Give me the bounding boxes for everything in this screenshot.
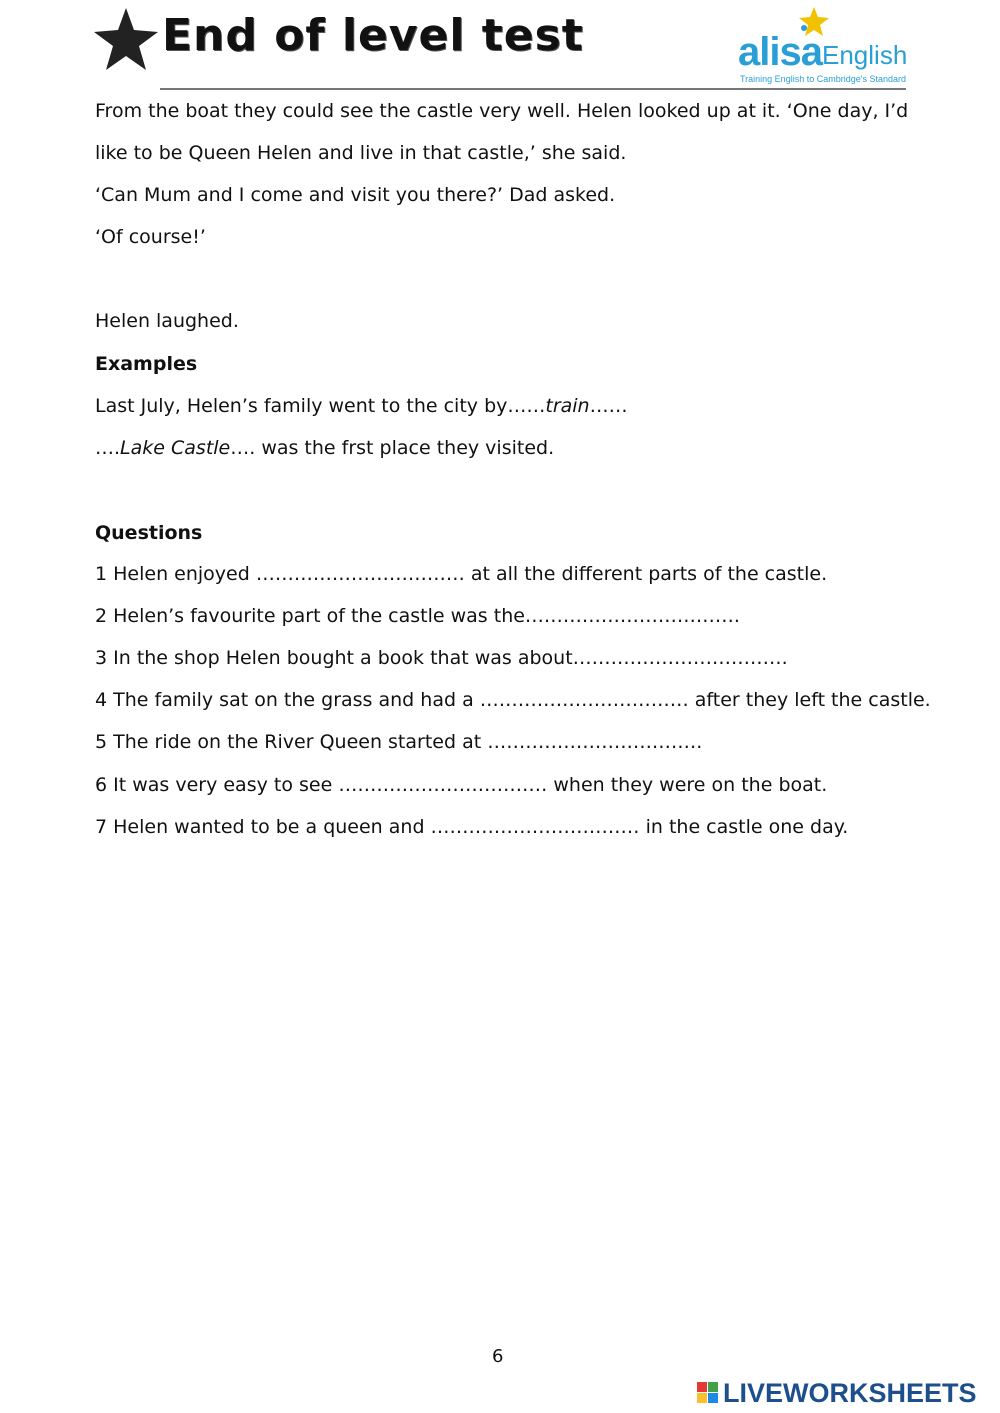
page-header [0,0,1000,96]
story-line: ‘Of course!’ [95,226,206,248]
liveworksheets-label: LIVEWORKSHEETS [723,1378,977,1408]
example-answer: train [545,395,590,417]
questions-heading: Questions [95,522,203,544]
story-line: Helen laughed. [95,310,239,332]
alisa-english-logo [738,4,918,90]
example-text: …. [95,437,121,459]
page-number: 6 [492,1346,504,1367]
examples-heading: Examples [95,353,198,375]
example-text: Last July, Helen’s family went to the city by…… [95,395,546,417]
logo-english: English [822,40,908,70]
question-item[interactable]: 5 The ride on the River Queen started at ……………………………. [95,731,703,753]
question-item[interactable]: 6 It was very easy to see …………………………… when they were on the boat. [95,774,828,796]
question-item[interactable]: 2 Helen’s favourite part of the castle was the……………………………. [95,605,740,627]
example-answer: Lake Castle [120,437,231,459]
question-item[interactable]: 3 In the shop Helen bought a book that was about……………………………. [95,647,788,669]
example-text: …… [589,395,628,417]
example-2 [95,437,554,459]
logo-tagline: Training English to Cambridge's Standard [740,74,906,84]
story-line: From the boat they could see the castle very well. Helen looked up at it. ‘One day, I’d [95,100,909,122]
logo-word: alisa [738,30,822,74]
question-item[interactable]: 7 Helen wanted to be a queen and …………………………… in the castle one day. [95,816,849,838]
story-line: like to be Queen Helen and live in that castle,’ she said. [95,142,627,164]
star-icon [92,6,160,74]
story-line: ‘Can Mum and I come and visit you there?’ Dad asked. [95,184,616,206]
example-text: …. was the frst place they visited. [230,437,555,459]
question-item[interactable]: 1 Helen enjoyed …………………………… at all the different parts of the castle. [95,563,828,585]
example-1 [95,395,628,417]
question-item[interactable]: 4 The family sat on the grass and had a …………………………… after they left the castle. [95,689,931,711]
liveworksheets-icon [697,1382,719,1404]
page-title: End of level test [162,10,584,61]
